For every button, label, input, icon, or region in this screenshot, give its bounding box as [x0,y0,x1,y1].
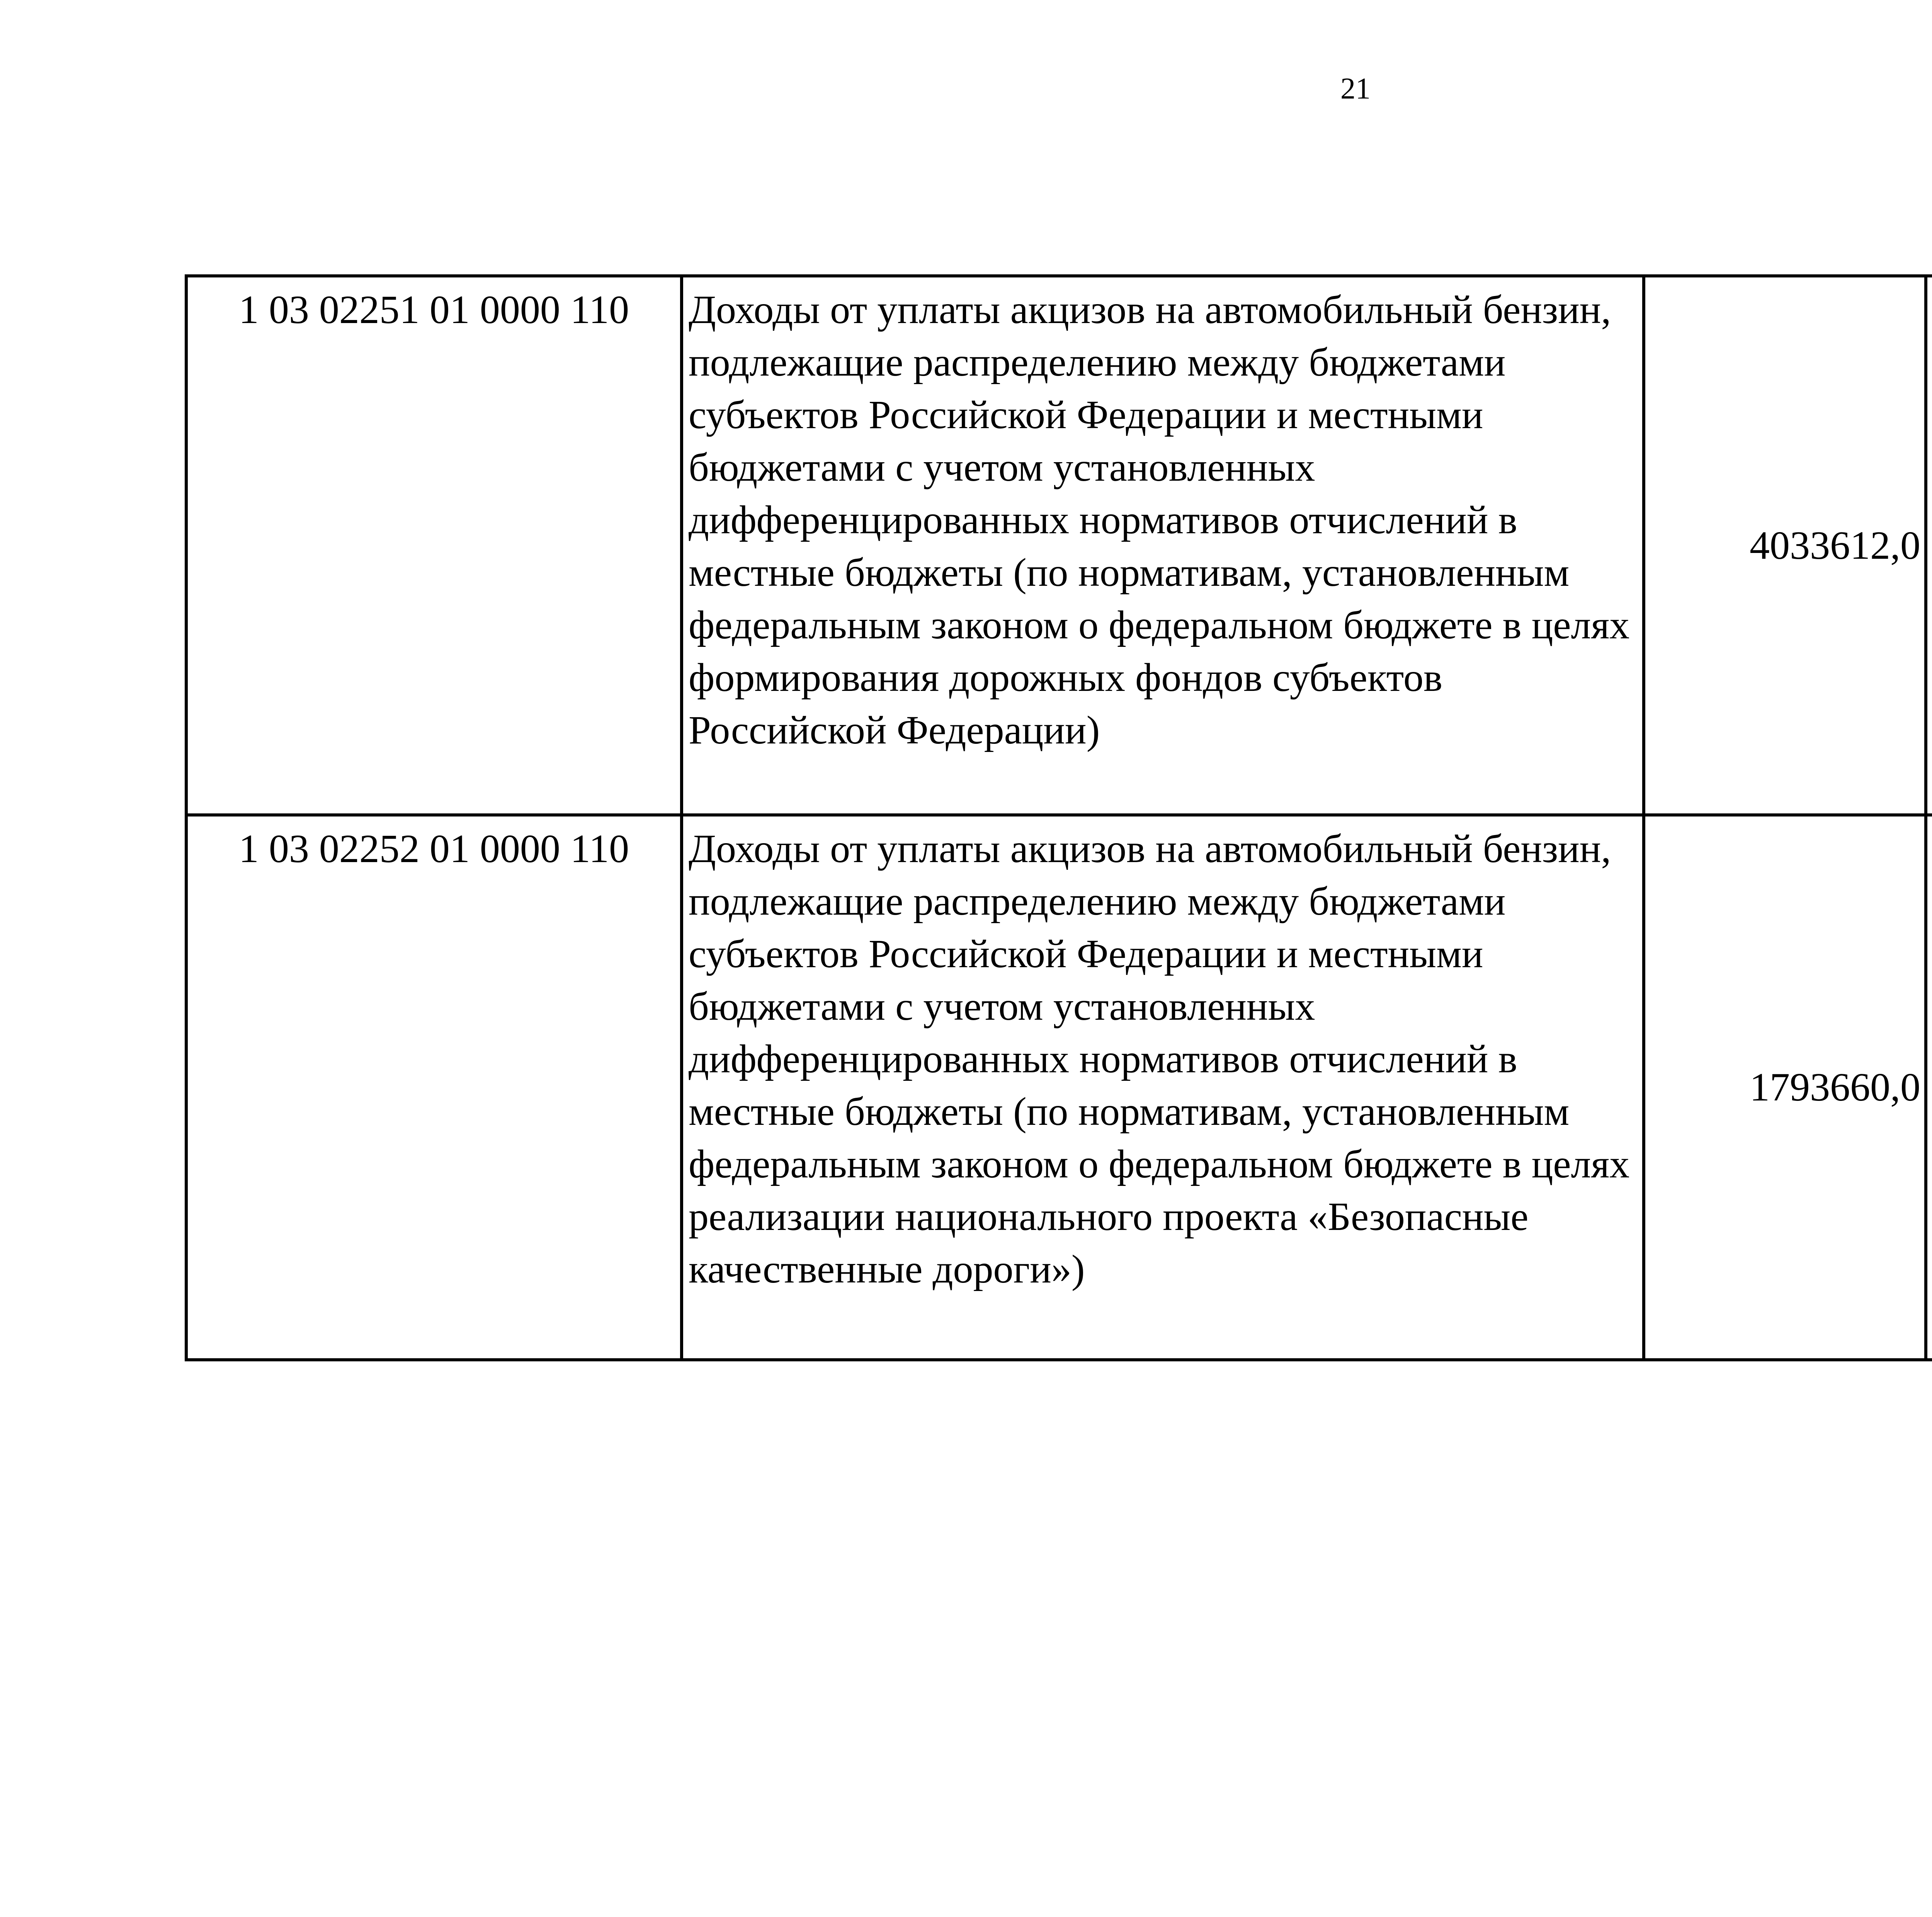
revenue-description: Доходы от уплаты акцизов на автомобильный бензин, подлежащие распределению между бюджетами субъектов Российской Федерации и местными бюджетами с учетом установленных дифференцированных нормативов отчислений в местные бюджеты (по нормативам, установленным федеральным законом о федеральном бюджете в целях реализации национального проекта «Безопасные качественные дороги») [682,815,1644,1360]
table-row [186,276,1932,815]
revenue-description: Доходы от уплаты акцизов на автомобильный бензин, подлежащие распределению между бюджетами субъектов Российской Федерации и местными бюджетами с учетом установленных дифференцированных нормативов отчислений в местные бюджеты (по нормативам, установленным федеральным законом о федеральном бюджете в целях формирования дорожных фондов субъектов Российской Федерации) [682,276,1644,815]
amount-year-1: 1793660,0 [1644,815,1926,1360]
budget-classification-code: 1 03 02251 01 0000 110 [186,276,682,815]
budget-classification-code: 1 03 02252 01 0000 110 [186,815,682,1360]
amount-year-2 [1926,276,1932,815]
amount-year-2 [1926,815,1932,1360]
budget-revenue-table [185,274,1932,1361]
amount-year-1: 4033612,0 [1644,276,1926,815]
table-row [186,815,1932,1360]
page-number: 21 [1340,71,1371,105]
